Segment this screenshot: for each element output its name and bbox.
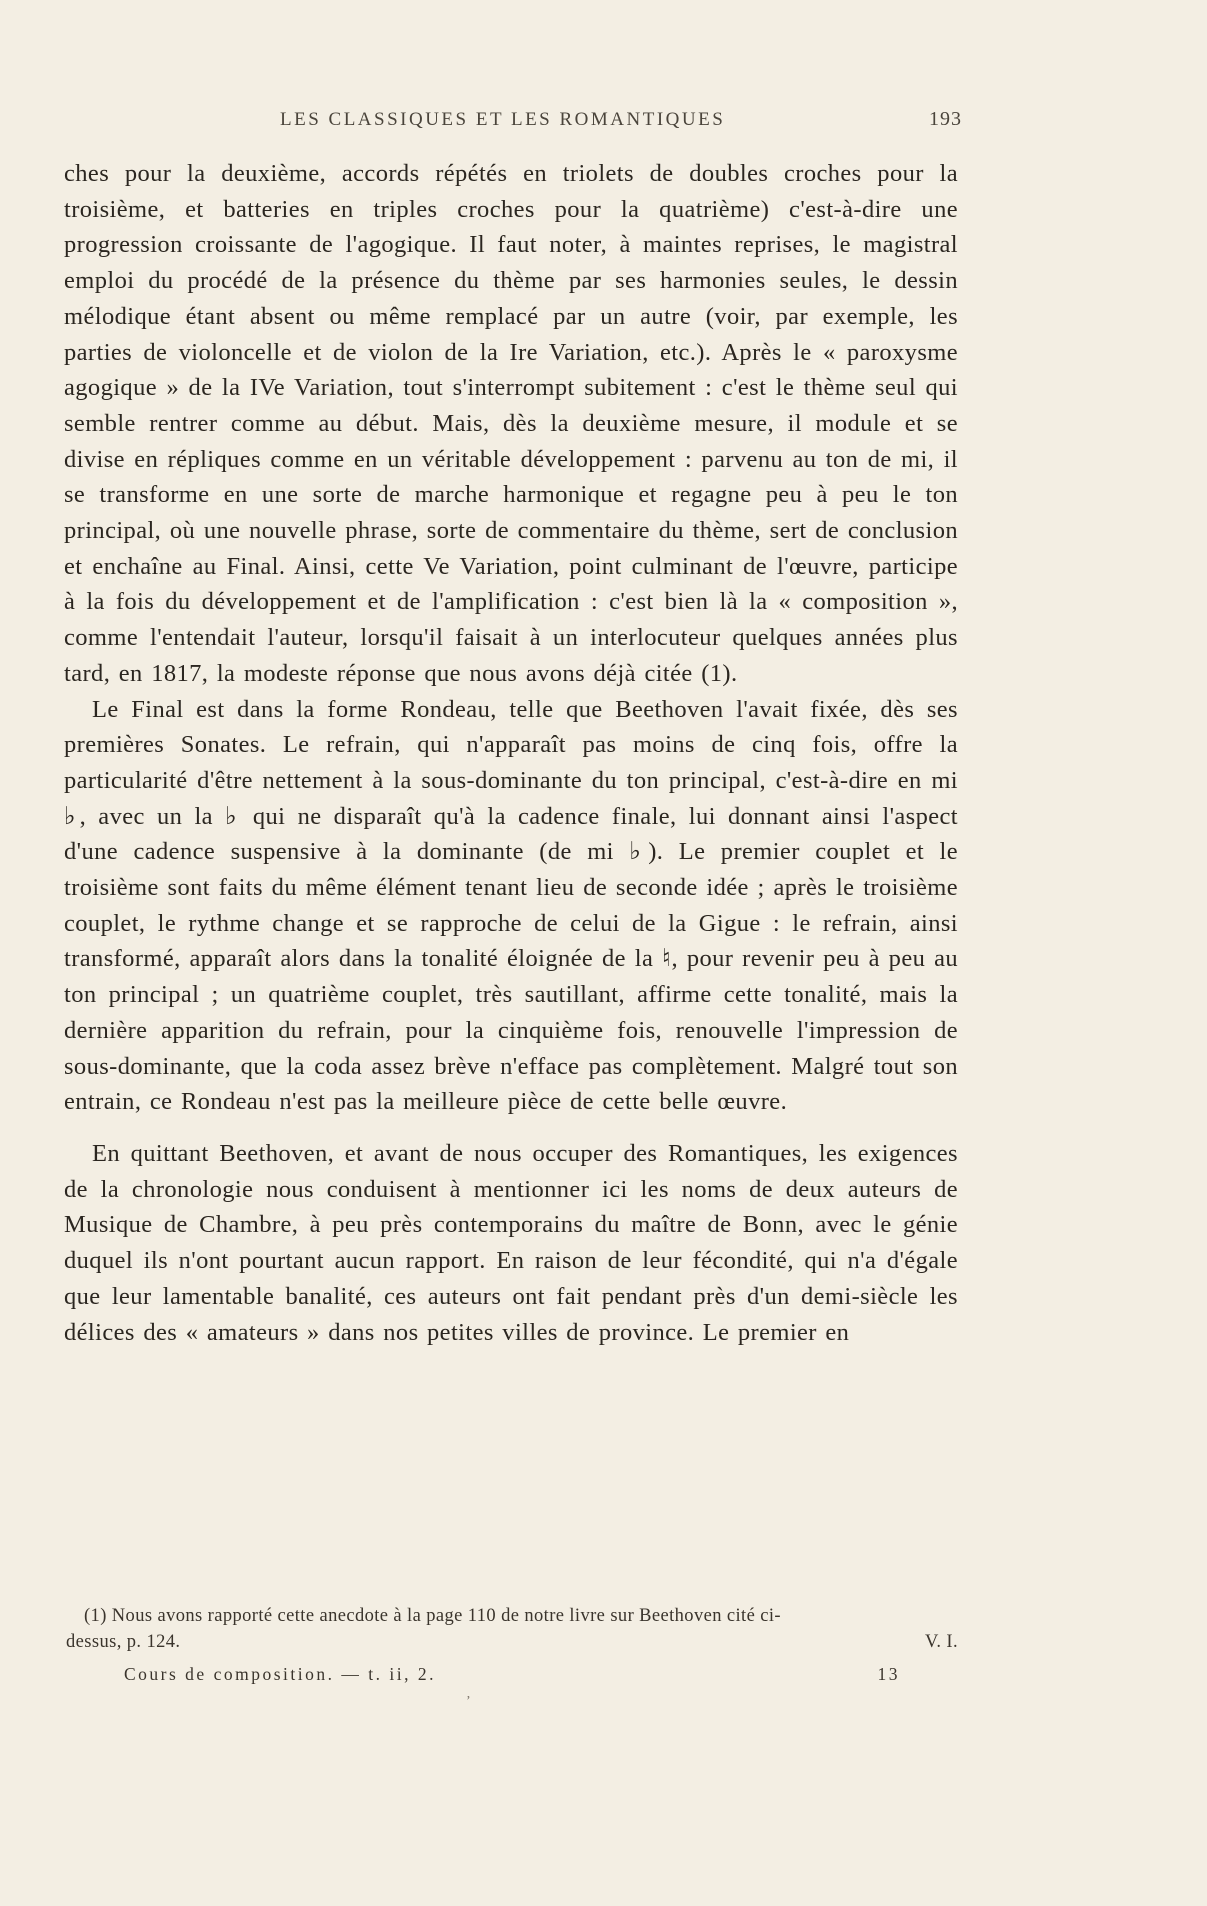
- sheet-number: 13: [877, 1664, 900, 1684]
- paragraph-2: Le Final est dans la forme Rondeau, telle que Beethoven l'avait fixée, dès ses premières Sonates. Le refrain, qui n'apparaît pas moins de cinq fois, offre la particularité d'être nettement à la sous-dominante du ton principal, c'est-à-dire en mi ♭, avec un la ♭ qui ne disparaît qu'à la cadence finale, lui donnant ainsi l'aspect d'une cadence suspensive à la dominante (de mi ♭). Le premier couplet et le troisième sont faits du même élément tenant lieu de seconde idée ; après le troisième couplet, le rythme change et se rapproche de celui de la Gigue : le refrain, ainsi transformé, apparaît alors dans la tonalité éloignée de la ♮, pour revenir peu à peu au ton principal ; un quatrième couplet, très sautillant, affirme cette tonalité, mais la dernière apparition du refrain, pour la cinquième fois, renouvelle l'impression de sous-dominante, que la coda assez brève n'efface pas complètement. Malgré tout son entrain, ce Rondeau n'est pas la meilleure pièce de cette belle œuvre.: [64, 695, 958, 1116]
- paragraph-1: ches pour la deuxième, accords répétés en triolets de doubles croches pour la troisième, et batteries en triples croches pour la quatrième) c'est-à-dire une progression croissante de l'agogique. Il faut noter, à maintes reprises, le magistral emploi du procédé de la présence du thème par ses harmonies seules, le dessin mélodique étant absent ou même remplacé par un autre (voir, par exemple, les parties de violoncelle et de violon de la Ire Variation, etc.). Après le « paroxysme agogique » de la IVe Variation, tout s'interrompt subitement : c'est le thème seul qui semble rentrer comme au début. Mais, dès la deuxième mesure, il module et se divise en répliques comme en un véritable développement : parvenu au ton de mi, il se transforme en une sorte de marche harmonique et regagne peu à peu le ton principal, où une nouvelle phrase, sorte de commentaire du thème, sert de conclusion et enchaîne au Final. Ainsi, cette Ve Variation, point culminant de l'œuvre, participe à la fois du développement et de l'amplification : c'est bien là la « composition », comme l'entendait l'auteur, lorsqu'il faisait à un interlocuteur quelques années plus tard, en 1817, la modeste réponse que nous avons déjà citée (1).: [64, 160, 958, 687]
- page-footer: [124, 1664, 900, 1685]
- paragraph-3: En quittant Beethoven, et avant de nous occuper des Romantiques, les exigences de la chronologie nous conduisent à mentionner ici les noms de deux auteurs de Musique de Chambre, à peu près contemporains du maître de Bonn, avec le génie duquel ils n'ont pourtant aucun rapport. En raison de leur fécondité, qui n'a d'égale que leur lamentable banalité, ces auteurs ont fait pendant près d'un demi-siècle les délices des « amateurs » dans nos petites villes de province. Le premier en: [64, 1139, 958, 1346]
- stray-mark: ’: [466, 1694, 471, 1709]
- footnote: [66, 1603, 958, 1655]
- running-title: LES CLASSIQUES ET LES ROMANTIQUES: [280, 109, 726, 130]
- footnote-line-2: dessus, p. 124.: [66, 1632, 181, 1652]
- running-head: [62, 108, 962, 131]
- page-number: 193: [929, 108, 962, 130]
- body-text: [64, 156, 958, 1350]
- footnote-line-1: (1) Nous avons rapporté cette anecdote à la page 110 de notre livre sur Beethoven cité ci-: [84, 1606, 781, 1626]
- footnote-signature: V. I.: [924, 1632, 958, 1652]
- signature-line: Cours de composition. — t. ii, 2.: [124, 1664, 436, 1684]
- footnote-line-2-row: [66, 1629, 958, 1655]
